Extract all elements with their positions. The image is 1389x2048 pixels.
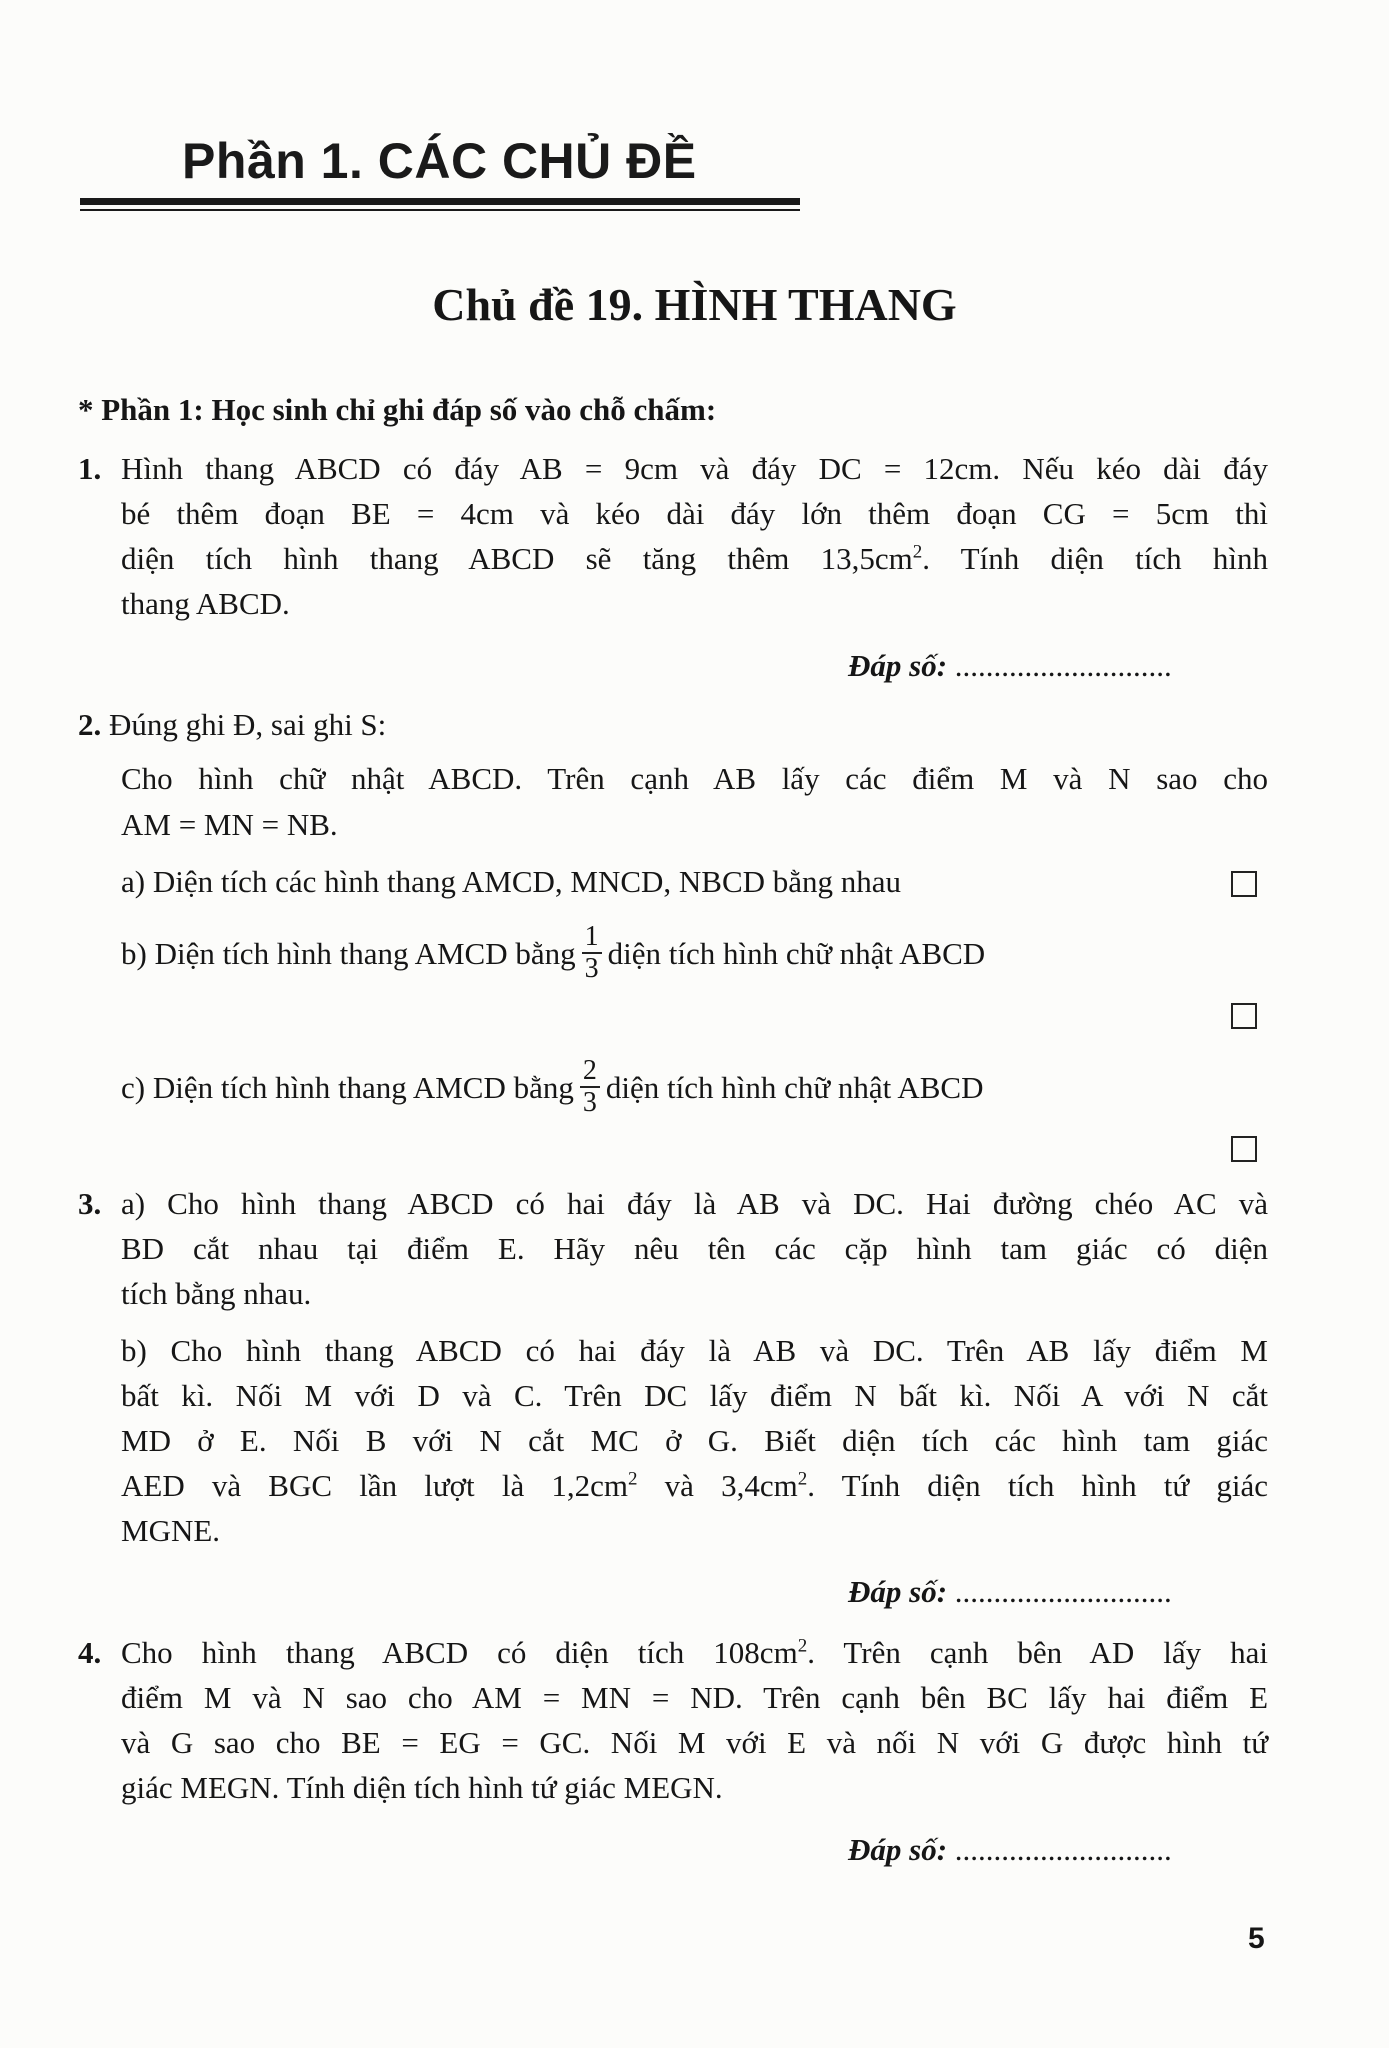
- answer-checkbox-a[interactable]: [1231, 871, 1257, 897]
- problem-1-line-4: thang ABCD.: [121, 586, 290, 621]
- problem-1-line-2: bé thêm đoạn BE = 4cm và kéo dài đáy lớn thêm đoạn CG = 5cm thì: [121, 496, 1268, 531]
- part-title: Phần 1. CÁC CHỦ ĐỀ: [182, 133, 697, 189]
- problem-2-statement-c: c) Diện tích hình thang AMCD bằng $\frac{2}{3}$ diện tích hình chữ nhật ABCD: [121, 1055, 984, 1118]
- problem-3b-line-3: MD ở E. Nối B với N cắt MC ở G. Biết diện tích các hình tam giác: [121, 1423, 1268, 1458]
- problem-3a-line-3: tích bằng nhau.: [121, 1276, 312, 1311]
- fraction-one-third: $\frac{1}{3}$: [582, 922, 602, 984]
- problem-2-heading: 2. Đúng ghi Đ, sai ghi S:: [78, 707, 387, 742]
- problem-2-statement-a: a) Diện tích các hình thang AMCD, MNCD, NBCD bằng nhau: [121, 864, 902, 899]
- problem-3a-line-2: BD cắt nhau tại điểm E. Hãy nêu tên các cặp hình tam giác có diện: [121, 1231, 1268, 1266]
- problem-3-number: 3.: [78, 1186, 102, 1221]
- problem-1-line-3: diện tích hình thang ABCD sẽ tăng thêm $13,5cm^2$. Tính diện tích hình: [121, 541, 1269, 576]
- problem-2-statement-b: b) Diện tích hình thang AMCD bằng $\frac{1}{3}$ diện tích hình chữ nhật ABCD: [121, 921, 986, 984]
- problem-4-line-1: Cho hình thang ABCD có diện tích $108cm^2$. Trên cạnh bên AD lấy hai: [121, 1635, 1268, 1670]
- answer-line-3: Đáp số: ............................: [848, 1574, 1172, 1609]
- problem-3a-line-1: a) Cho hình thang ABCD có hai đáy là AB và DC. Hai đường chéo AC và: [121, 1186, 1268, 1221]
- problem-1-number: 1.: [78, 451, 102, 486]
- problem-2-line-2: AM = MN = NB.: [121, 807, 338, 842]
- problem-3b-line-5: MGNE.: [121, 1513, 221, 1548]
- problem-4-line-3: và G sao cho BE = EG = GC. Nối M với E và nối N với G được hình tứ: [121, 1725, 1268, 1760]
- page-number: 5: [1248, 1922, 1265, 1955]
- section-heading: * Phần 1: Học sinh chỉ ghi đáp số vào chỗ chấm:: [78, 392, 717, 427]
- problem-4-line-2: điểm M và N sao cho AM = MN = ND. Trên cạnh bên BC lấy hai điểm E: [121, 1680, 1268, 1715]
- title-underline: [80, 198, 800, 211]
- answer-line-1: Đáp số: ............................: [848, 648, 1172, 683]
- chapter-title: Chủ đề 19. HÌNH THANG: [432, 279, 957, 330]
- problem-1-line-1: Hình thang ABCD có đáy AB = 9cm và đáy DC = 12cm. Nếu kéo dài đáy: [121, 451, 1268, 486]
- answer-line-4: Đáp số: ............................: [848, 1832, 1172, 1867]
- problem-3b-line-4: AED và BGC lần lượt là $1,2cm^2$ và $3,4cm^2$. Tính diện tích hình tứ giác: [121, 1468, 1268, 1503]
- problem-2-line-1: Cho hình chữ nhật ABCD. Trên cạnh AB lấy các điểm M và N sao cho: [121, 761, 1268, 796]
- problem-3b-line-1: b) Cho hình thang ABCD có hai đáy là AB và DC. Trên AB lấy điểm M: [121, 1333, 1268, 1368]
- problem-4-line-4: giác MEGN. Tính diện tích hình tứ giác MEGN.: [121, 1770, 723, 1805]
- answer-checkbox-c[interactable]: [1231, 1136, 1257, 1162]
- answer-checkbox-b[interactable]: [1231, 1003, 1257, 1029]
- problem-4-number: 4.: [78, 1635, 102, 1670]
- fraction-two-thirds: $\frac{2}{3}$: [580, 1056, 600, 1118]
- problem-3b-line-2: bất kì. Nối M với D và C. Trên DC lấy điểm N bất kì. Nối A với N cắt: [121, 1378, 1268, 1413]
